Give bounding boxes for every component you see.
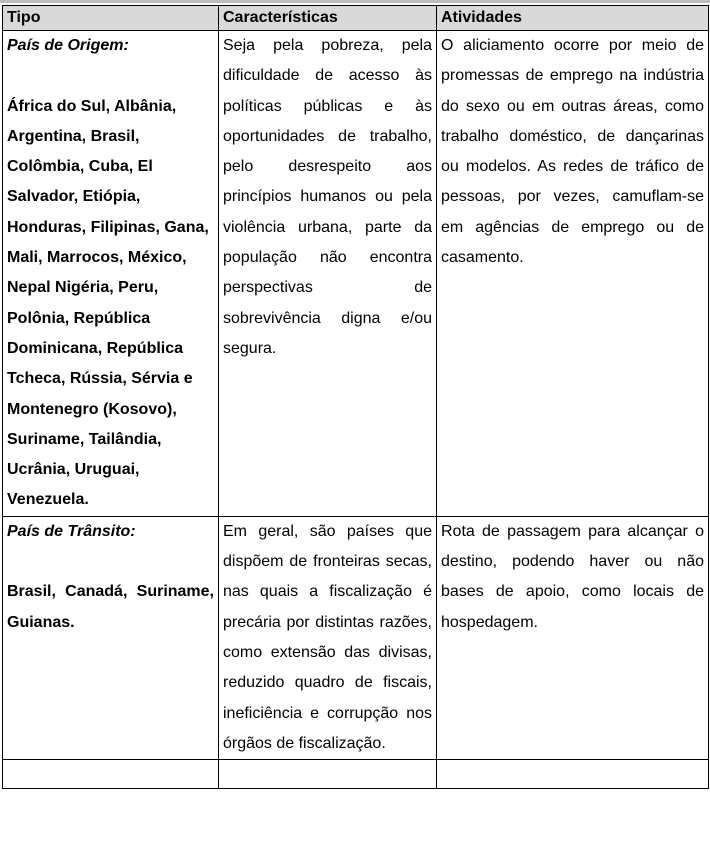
table-row-origem [3, 31, 709, 517]
spacer [7, 547, 214, 577]
top-divider [0, 0, 710, 3]
empty-cell-3 [437, 760, 709, 789]
row-label-transito: País de Trânsito: [7, 522, 136, 540]
header-tipo: Tipo [3, 6, 219, 31]
header-atividades: Atividades [437, 6, 709, 31]
cell-tipo-origem [3, 31, 219, 517]
empty-cell-1 [3, 760, 219, 789]
row-label-origem: País de Origem: [7, 37, 129, 54]
characteristics-transito: Em geral, são países que dispõem de fronteiras secas, nas quais a fiscalização é precária por distintas razões, como extensão das divisas, reduzido quadro de fiscais, ineficiência e corrupção nos órgãos de fiscalização. [223, 522, 432, 752]
countries-transito: Brasil, Canadá, Suriname, Guianas. [7, 583, 214, 631]
cell-caracteristicas-origem [219, 31, 437, 517]
cell-caracteristicas-transito [219, 516, 437, 759]
cell-tipo-transito [3, 516, 219, 759]
cell-atividades-origem [437, 31, 709, 517]
header-row [3, 6, 709, 31]
spacer [7, 61, 214, 91]
countries-origem: África do Sul, Albânia, Argentina, Brasil, Colômbia, Cuba, El Salvador, Etiópia, Honduras, Filipinas, Gana, Mali, Marrocos, México, Nepal Nigéria, Peru, Polônia, República Dominicana, República Tcheca, Rússia, Sérvia e Montenegro (Kosovo), Suriname, Tailândia, Ucrânia, Uruguai, Venezuela. [7, 97, 209, 509]
characteristics-origem: Seja pela pobreza, pela dificuldade de acesso às políticas públicas e às oportunidades de trabalho, pelo desrespeito aos princípios humanos ou pela violência urbana, parte da população não encontra perspectivas de sobrevivência digna e/ou segura. [223, 37, 432, 357]
cell-atividades-transito [437, 516, 709, 759]
table-row-transito [3, 516, 709, 759]
activities-transito: Rota de passagem para alcançar o destino, podendo haver ou não bases de apoio, como locais de hospedagem. [441, 522, 704, 631]
table-row-empty [3, 760, 709, 789]
empty-cell-2 [219, 760, 437, 789]
header-caracteristicas: Características [219, 6, 437, 31]
activities-origem: O aliciamento ocorre por meio de promessas de emprego na indústria do sexo ou em outras áreas, como trabalho doméstico, de dançarinas ou modelos. As redes de tráfico de pessoas, por vezes, camuflam-se em agências de emprego ou de casamento. [441, 37, 704, 267]
trafficking-country-types-table [2, 5, 709, 789]
